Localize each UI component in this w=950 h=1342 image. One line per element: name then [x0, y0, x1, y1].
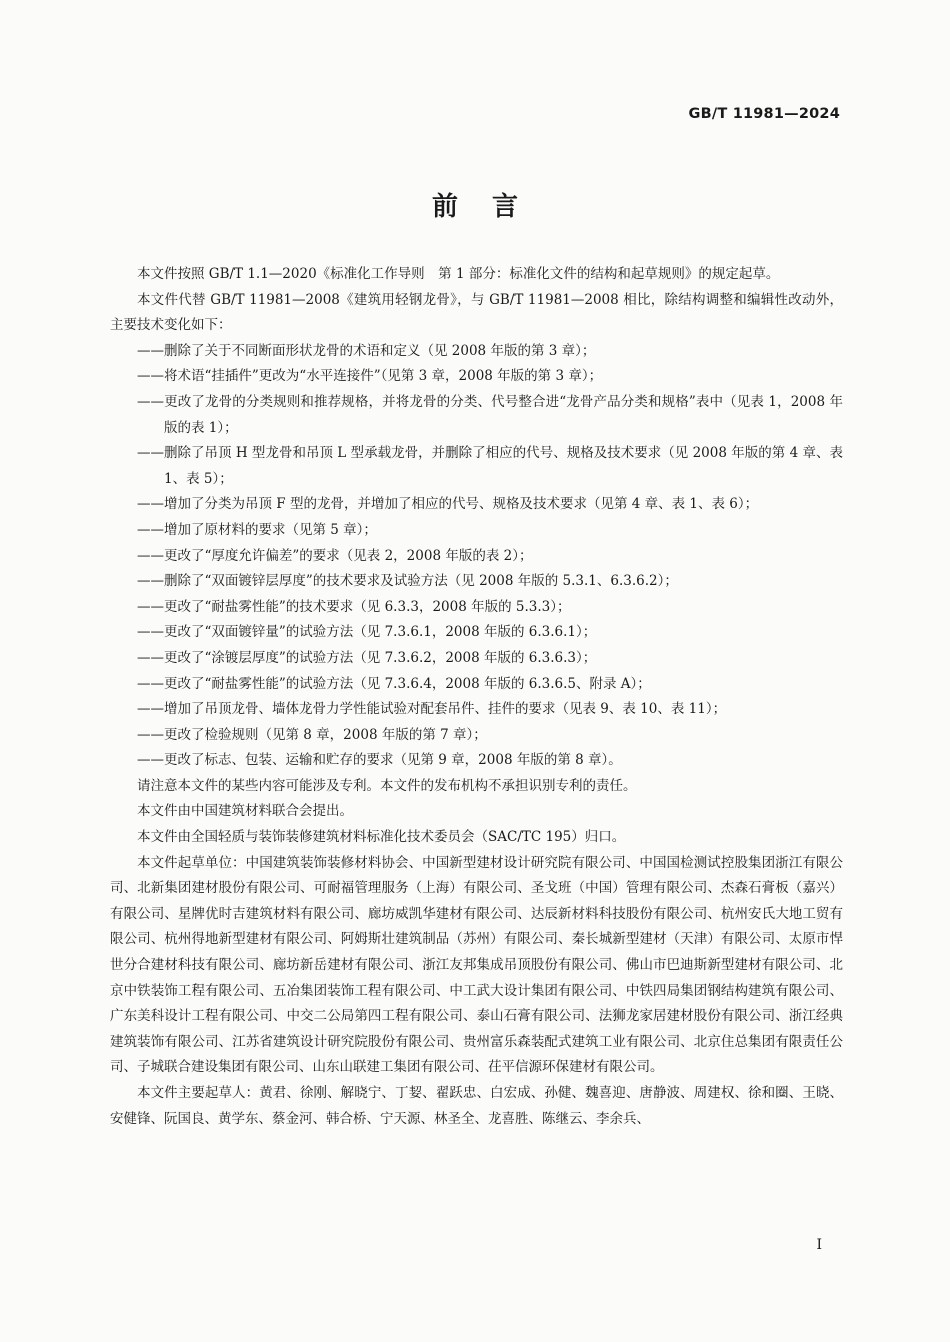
change-item: [110, 748, 843, 774]
change-item: [110, 723, 843, 749]
change-item: [110, 441, 843, 492]
paragraph-drafters: 本文件主要起草人：黄君、徐刚、解晓宁、丁㛃、翟跃忠、白宏成、孙健、魏喜迎、唐静波、周建权、徐和圈、王晓、安健锋、阮国良、黄学东、蔡金河、韩合桥、宁天源、林圣全、龙喜胜、陈继云、李余兵、: [110, 1085, 843, 1127]
change-item-text: 更改了“涂镀层厚度”的试验方法（见 7.3.6.2，2008 年版的 6.3.6.3）；: [164, 649, 597, 666]
dash-mark: ——: [137, 368, 164, 385]
change-item-text: 更改了“厚度允许偏差”的要求（见表 2，2008 年版的表 2）；: [164, 547, 533, 564]
dash-mark: ——: [137, 445, 164, 462]
document-body: [110, 262, 843, 1132]
dash-mark: ——: [137, 393, 164, 410]
paragraph-replaces: 本文件代替 GB/T 11981—2008《建筑用轻钢龙骨》，与 GB/T 11981—2008 相比，除结构调整和编辑性改动外，主要技术变化如下：: [110, 291, 843, 334]
change-item: [110, 672, 843, 698]
change-item: [110, 518, 843, 544]
paragraph-basis: 本文件按照 GB/T 1.1—2020《标准化工作导则 第 1 部分：标准化文件的结构和起草规则》的规定起草。: [137, 266, 780, 282]
page-number: I: [816, 1237, 822, 1253]
dash-mark: ——: [137, 624, 164, 641]
dash-mark: ——: [137, 675, 164, 692]
standard-number: GB/T 11981—2024: [688, 106, 840, 122]
change-item-text: 删除了关于不同断面形状龙骨的术语和定义（见 2008 年版的第 3 章）；: [164, 342, 596, 359]
dash-mark: ——: [137, 701, 164, 718]
change-item-text: 删除了吊顶 H 型龙骨和吊顶 L 型承载龙骨，并删除了相应的代号、规格及技术要求（见 2008 年版的第 4 章、表 1、表 5）；: [164, 445, 843, 487]
dash-mark: ——: [137, 752, 164, 769]
change-item: [110, 492, 843, 518]
dash-mark: ——: [137, 521, 164, 538]
change-item: [110, 364, 843, 390]
dash-mark: ——: [137, 598, 164, 615]
change-item-text: 更改了检验规则（见第 8 章，2008 年版的第 7 章）；: [164, 726, 487, 743]
dash-mark: ——: [137, 649, 164, 666]
change-item-text: 更改了标志、包装、运输和贮存的要求（见第 9 章，2008 年版的第 8 章）。: [164, 752, 622, 769]
change-item: [110, 390, 843, 441]
change-item-text: 更改了“耐盐雾性能”的技术要求（见 6.3.3，2008 年版的 5.3.3）；: [164, 598, 571, 615]
paragraph-patent-notice: 请注意本文件的某些内容可能涉及专利。本文件的发布机构不承担识别专利的责任。: [137, 777, 637, 794]
paragraph-proposed-by: 本文件由中国建筑材料联合会提出。: [137, 803, 353, 820]
change-item: [110, 697, 843, 723]
dash-mark: ——: [137, 547, 164, 564]
change-item: [110, 646, 843, 672]
dash-mark: ——: [137, 342, 164, 359]
change-item: [110, 339, 843, 365]
change-item-text: 更改了“耐盐雾性能”的试验方法（见 7.3.6.4，2008 年版的 6.3.6.5、附录 A）；: [164, 675, 651, 692]
change-item: [110, 544, 843, 570]
change-item: [110, 620, 843, 646]
change-item-text: 更改了龙骨的分类规则和推荐规格，并将龙骨的分类、代号整合进“龙骨产品分类和规格”表中（见表 1，2008 年版的表 1）；: [164, 393, 843, 436]
change-item-text: 更改了“双面镀锌量”的试验方法（见 7.3.6.1，2008 年版的 6.3.6.1）；: [164, 624, 597, 641]
change-list: [110, 339, 843, 774]
change-item-text: 将术语“挂插件”更改为“水平连接件”（见第 3 章，2008 年版的第 3 章）；: [164, 368, 603, 385]
change-item: [110, 595, 843, 621]
paragraph-managed-by: 本文件由全国轻质与装饰装修建筑材料标准化技术委员会（SAC/TC 195）归口。: [137, 829, 626, 846]
change-item-text: 增加了原材料的要求（见第 5 章）；: [164, 521, 377, 538]
change-item: [110, 569, 843, 595]
change-item-text: 删除了“双面镀锌层厚度”的技术要求及试验方法（见 2008 年版的 5.3.1、6.3.6.2）；: [164, 573, 678, 590]
change-item-text: 增加了分类为吊顶 F 型的龙骨，并增加了相应的代号、规格及技术要求（见第 4 章、表 1、表 6）；: [164, 496, 759, 513]
paragraph-drafting-units: 本文件起草单位：中国建筑装饰装修材料协会、中国新型建材设计研究院有限公司、中国国检测试控股集团浙江有限公司、北新集团建材股份有限公司、可耐福管理服务（上海）有限公司、圣戈班（中国）管理有限公司、杰森石膏板（嘉兴）有限公司、星牌优时吉建筑材料有限公司、廊坊威凯华建材有限公司、达辰新材料科技股份有限公司、杭州安氏大地工贸有限公司、杭州得地新型建材有限公司、阿姆斯壮建筑制品（苏州）有限公司、秦长城新型建材（天津）有限公司、太原市悍世分合建材科技有限公司、廊坊新岳建材有限公司、浙江友邦集成吊顶股份有限公司、佛山市巴迪斯新型建材有限公司、北京中铁装饰工程有限公司、五冶集团装饰工程有限公司、中工武大设计集团有限公司、中铁四局集团钢结构建筑有限公司、广东美科设计工程有限公司、中交二公局第四工程有限公司、泰山石膏有限公司、法狮龙家居建材股份有限公司、浙江经典建筑装饰有限公司、江苏省建筑设计研究院股份有限公司、贵州富乐森装配式建筑工业有限公司、北京住总集团有限责任公司、子城联合建设集团有限公司、山东山联建工集团有限公司、茌平信源环保建材有限公司。: [110, 854, 843, 1076]
page-title: 前言: [431, 192, 552, 222]
change-item-text: 增加了吊顶龙骨、墙体龙骨力学性能试验对配套吊件、挂件的要求（见表 9、表 10、表 11）；: [164, 701, 727, 718]
dash-mark: ——: [137, 726, 164, 743]
dash-mark: ——: [137, 496, 164, 513]
dash-mark: ——: [137, 573, 164, 590]
